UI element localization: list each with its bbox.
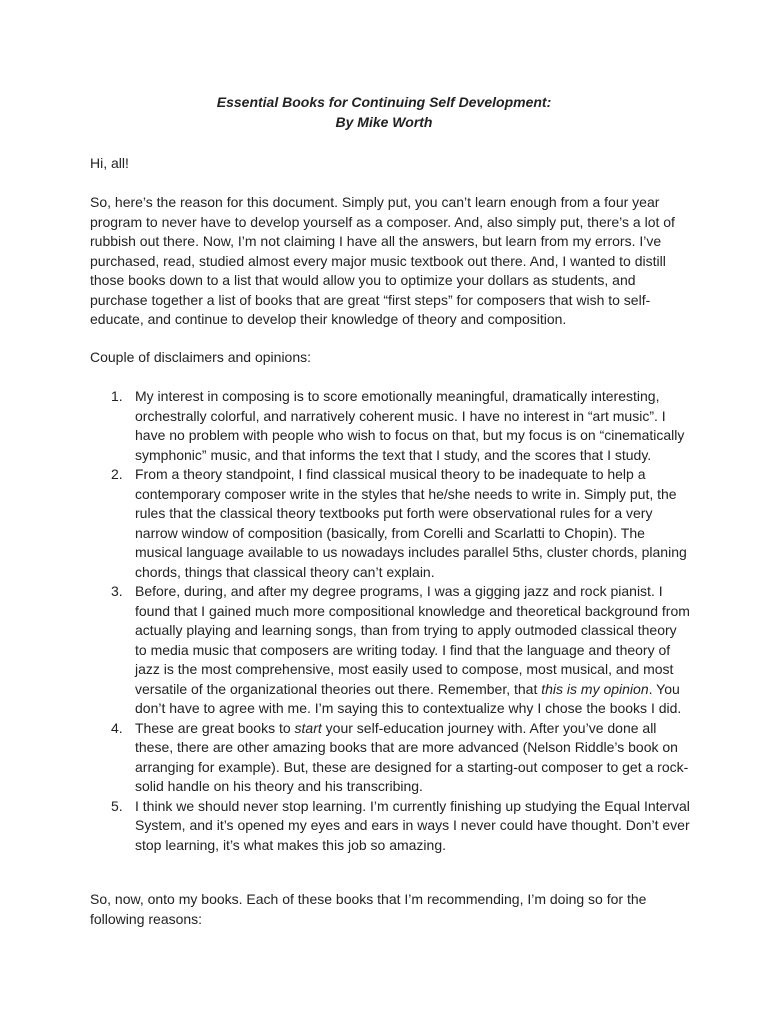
list-item-text-b: . You don’t have to agree with me. I’m saying this to contextualize why I chose the books I did. [135,680,682,716]
title-line-2: By Mike Worth [335,114,433,130]
disclaimer-heading: Couple of disclaimers and opinions: [90,349,312,365]
list-item [90,582,690,719]
list-item [90,465,690,582]
list-item-text [135,387,690,465]
disclaimer-list [90,387,690,855]
list-item-number: 2. [111,466,123,482]
list-item-text-b: your self-education journey with. After you’ve done all these, there are other amazing books that are more advanced (Nelson Riddle’s book on arranging for example). But, these are designed for a starting-out composer to get a rock-solid handle on his theory and his transcribing. [135,719,689,794]
intro-paragraph: So, here’s the reason for this document. Simply put, you can’t learn enough from a four year program to never have to develop yourself as a composer. And, also simply put, there’s a lot of rubbish out there. Now, I’m not claiming I have all the answers, but learn from my errors. I’ve purchased, read, studied almost every major music textbook out there. And, I wanted to distill those books down to a list that would allow you to optimize your dollars as students, and purchase together a list of books that are great “first steps” for composers that wish to self-educate, and continue to develop their knowledge of theory and composition. [90,194,675,327]
list-item-text-a: These are great books to [135,719,295,736]
list-item-text-a: From a theory standpoint, I find classical musical theory to be inadequate to help a contemporary composer write in the styles that he/she needs to write in. Simply put, the rules that the classical theory textbooks put forth were observational rules for a very narrow window of composition (basically, from Corelli and Scarlatti to Chopin). The musical language available to us nowadays includes parallel 5ths, cluster chords, planing chords, things that classical theory can’t explain. [135,466,687,580]
closing-paragraph: So, now, onto my books. Each of these books that I’m recommending, I’m doing so for the following reasons: [90,891,647,927]
list-item-emphasis: start [294,719,322,736]
list-item-text-a: My interest in composing is to score emotionally meaningful, dramatically interesting, orchestrally colorful, and narratively coherent music. I have no interest in “art music”. I have no problem with people who wish to focus on that, but my focus is on “cinematically symphonic” music, and that informs the text that I study, and the scores that I study. [135,388,685,463]
list-item-text-a: I think we should never stop learning. I’m currently finishing up studying the Equal Interval System, and it’s opened my eyes and ears in ways I never could have thought. Don’t ever stop learning, it’s what makes this job so amazing. [135,797,690,853]
title-line-1: Essential Books for Continuing Self Development: [216,94,552,110]
list-item-text [135,719,690,797]
list-item-number: 1. [111,388,123,404]
list-item-text [135,797,690,856]
list-item [90,387,690,465]
list-item-text [135,582,690,719]
list-item-number: 4. [111,719,123,736]
document-title [90,92,678,132]
list-item-emphasis: this is my opinion [541,680,649,697]
list-item [90,797,690,856]
greeting-paragraph: Hi, all! [90,155,129,171]
list-item-number: 3. [111,583,123,599]
list-item-text [135,465,690,582]
list-item [90,719,690,797]
list-item-number: 5. [111,797,123,814]
list-item-text-a: Before, during, and after my degree programs, I was a gigging jazz and rock pianist. I found that I gained much more compositional knowledge and theoretical background from actually playing and learning songs, than from trying to apply outmoded classical theory to media music that composers are writing today. I find that the language and theory of jazz is the most comprehensive, most easily used to compose, most musical, and most versatile of the organizational theories out there. Remember, that [135,583,690,697]
